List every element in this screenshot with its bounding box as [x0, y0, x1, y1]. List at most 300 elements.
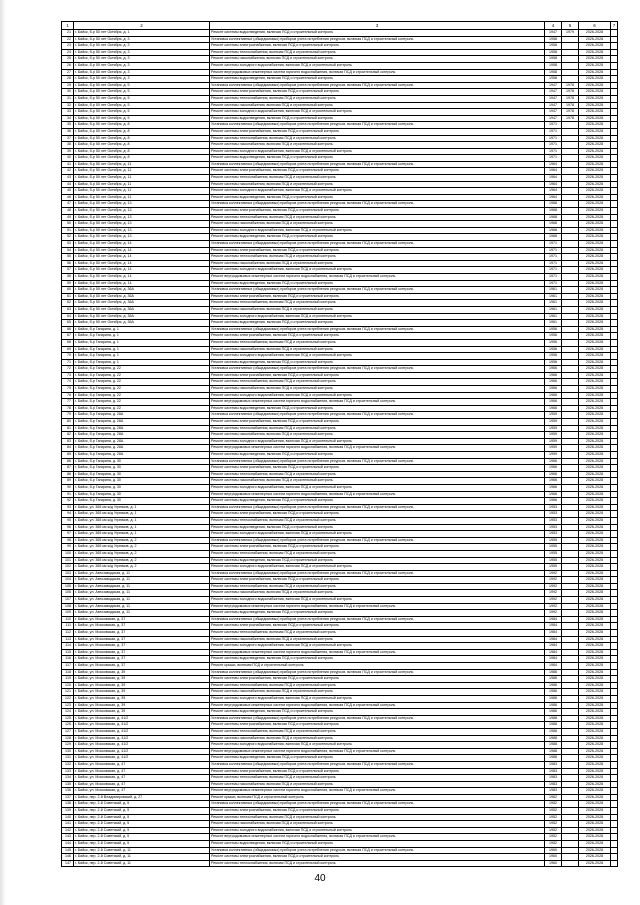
work-type-cell: Установка коллективных (общедомовых) приборов учета потребления ресурсов, включая ПСД и строительный контроль	[210, 616, 545, 623]
renovation-year-cell	[562, 227, 579, 234]
work-type-cell: Ремонт системы электроснабжения, включая ПСД и строительный контроль	[210, 676, 545, 683]
table-row	[62, 788, 618, 795]
renovation-year-cell	[562, 425, 579, 432]
table-row	[62, 728, 618, 735]
build-year-cell: 1959	[545, 452, 562, 459]
table-row	[62, 392, 618, 399]
empty-cell	[611, 128, 618, 135]
build-year-cell: 1971	[545, 135, 562, 142]
row-number: 27	[62, 69, 74, 76]
work-type-cell: Ремонт системы электроснабжения, включая ПСД и строительный контроль	[210, 465, 545, 472]
row-number: 89	[62, 478, 74, 485]
renovation-year-cell	[562, 478, 579, 485]
period-cell: 2026-2028	[579, 775, 611, 782]
empty-cell	[611, 537, 618, 544]
row-number: 96	[62, 524, 74, 531]
table-row	[62, 221, 618, 228]
build-year-cell: 1947	[545, 95, 562, 102]
build-year-cell: 1968	[545, 234, 562, 241]
work-type-cell: Ремонт системы теплоснабжения, включая ПСД и строительный контроль	[210, 135, 545, 142]
build-year-cell: 1971	[545, 128, 562, 135]
empty-cell	[611, 484, 618, 491]
build-year-cell: 1966	[545, 386, 562, 393]
empty-cell	[611, 702, 618, 709]
build-year-cell: 1966	[545, 471, 562, 478]
period-cell: 2026-2028	[579, 359, 611, 366]
work-type-cell: Ремонт системы газоснабжения, включая ПСД и строительный контроль	[210, 689, 545, 696]
build-year-cell: 1964	[545, 175, 562, 182]
address-cell: г. Бийск, б-р 50 лет Октября, д. 14	[74, 280, 210, 287]
address-cell: г. Бийск, б-р 50 лет Октября, д. 36А	[74, 287, 210, 294]
row-number: 122	[62, 695, 74, 702]
table-row	[62, 399, 618, 406]
renovation-year-cell	[562, 122, 579, 129]
renovation-year-cell	[562, 570, 579, 577]
table-row	[62, 280, 618, 287]
build-year-cell: 1988	[545, 722, 562, 729]
work-type-cell: Ремонт системы газоснабжения, включая ПСД и строительный контроль	[210, 142, 545, 149]
build-year-cell: 1966	[545, 484, 562, 491]
renovation-year-cell	[562, 56, 579, 63]
row-number: 129	[62, 742, 74, 749]
period-cell: 2026-2028	[579, 386, 611, 393]
empty-cell	[611, 722, 618, 729]
work-type-cell: Установка коллективных (общедомовых) приборов учета потребления ресурсов, включая ПСД и строительный контроль	[210, 669, 545, 676]
empty-cell	[611, 827, 618, 834]
work-type-cell: Ремонт системы электроснабжения, включая ПСД и строительный контроль	[210, 333, 545, 340]
build-year-cell: 1958	[545, 76, 562, 83]
empty-cell	[611, 643, 618, 650]
address-cell: г. Бийск, б-р 50 лет Октября, д. 14	[74, 260, 210, 267]
table-row	[62, 676, 618, 683]
renovation-year-cell	[562, 379, 579, 386]
table-row	[62, 247, 618, 254]
row-number: 121	[62, 689, 74, 696]
work-type-cell: Установка коллективных (общедомовых) приборов учета потребления ресурсов, включая ПСД и строительный контроль	[210, 537, 545, 544]
renovation-year-cell	[562, 524, 579, 531]
table-row	[62, 161, 618, 168]
build-year-cell: 1955	[545, 550, 562, 557]
table-row	[62, 695, 618, 702]
row-number: 128	[62, 735, 74, 742]
work-type-cell: Ремонт системы водоотведения, включая ПСД и строительный контроль	[210, 755, 545, 762]
period-cell: 2026-2028	[579, 583, 611, 590]
work-type-cell: Ремонт системы теплоснабжения, включая ПСД и строительный контроль	[210, 300, 545, 307]
work-type-cell: Ремонт системы электроснабжения, включая ПСД и строительный контроль	[210, 511, 545, 518]
empty-cell	[611, 353, 618, 360]
build-year-cell: 1971	[545, 260, 562, 267]
address-cell: г. Бийск, б-р Гагарина, д. 22	[74, 392, 210, 399]
build-year-cell: 1953	[545, 511, 562, 518]
table-row	[62, 181, 618, 188]
period-cell: 2026-2028	[579, 821, 611, 828]
row-number: 23	[62, 43, 74, 50]
empty-cell	[611, 834, 618, 841]
empty-cell	[611, 30, 618, 37]
row-number: 63	[62, 306, 74, 313]
address-cell: г. Бийск, б-р 50 лет Октября, д. 11	[74, 168, 210, 175]
work-type-cell: Ремонт системы водоотведения, включая ПСД и строительный контроль	[210, 320, 545, 327]
table-row	[62, 854, 618, 861]
build-year-cell: 1966	[545, 366, 562, 373]
build-year-cell: 1966	[545, 498, 562, 505]
column-header: 2	[74, 22, 210, 30]
empty-cell	[611, 241, 618, 248]
address-cell: г. Бийск, б-р 50 лет Октября, д. 36А	[74, 293, 210, 300]
address-cell: г. Бийск, б-р 50 лет Октября, д. 11	[74, 194, 210, 201]
build-year-cell: 1984	[545, 663, 562, 670]
renovation-year-cell	[562, 788, 579, 795]
row-number: 97	[62, 531, 74, 538]
period-cell: 2026-2028	[579, 623, 611, 630]
build-year-cell: 1960	[545, 860, 562, 867]
period-cell: 2026-2028	[579, 247, 611, 254]
empty-cell	[611, 438, 618, 445]
period-cell: 2026-2028	[579, 544, 611, 551]
table-row	[62, 128, 618, 135]
work-type-cell: Ремонт системы водоотведения, включая ПСД и строительный контроль	[210, 359, 545, 366]
work-type-cell: Ремонт внутридомовых инженерных систем горячего водоснабжения, включая ПСД и строительный контроль	[210, 603, 545, 610]
renovation-year-cell	[562, 306, 579, 313]
build-year-cell: 1971	[545, 254, 562, 261]
address-cell: г. Бийск, ул. Московская, д. 37	[74, 649, 210, 656]
renovation-year-cell	[562, 432, 579, 439]
address-cell: г. Бийск, ул. 365 км ж/д Угрюмов, д. 1	[74, 511, 210, 518]
period-cell: 2026-2028	[579, 781, 611, 788]
build-year-cell: 1958	[545, 43, 562, 50]
table-row	[62, 293, 618, 300]
row-number: 56	[62, 260, 74, 267]
period-cell: 2026-2028	[579, 577, 611, 584]
work-type-cell: Ремонт системы водоотведения, включая ПСД и строительный контроль	[210, 155, 545, 162]
table-row	[62, 208, 618, 215]
row-number: 59	[62, 280, 74, 287]
row-number: 131	[62, 755, 74, 762]
row-number: 95	[62, 517, 74, 524]
table-row	[62, 755, 618, 762]
address-cell: г. Бийск, б-р 50 лет Октября, д. 14	[74, 241, 210, 248]
table-row	[62, 834, 618, 841]
build-year-cell: 1958	[545, 69, 562, 76]
empty-cell	[611, 814, 618, 821]
address-cell: г. Бийск, б-р Гагарина, д. 28А	[74, 452, 210, 459]
address-cell: г. Бийск, б-р 50 лет Октября, д. 5	[74, 109, 210, 116]
work-type-cell: Установка коллективных (общедомовых) приборов учета потребления ресурсов, включая ПСД и строительный контроль	[210, 326, 545, 333]
address-cell: г. Бийск, б-р Гагарина, д. 1	[74, 326, 210, 333]
build-year-cell: 1968	[545, 221, 562, 228]
build-year-cell: 1983	[545, 788, 562, 795]
table-row	[62, 531, 618, 538]
row-number: 133	[62, 768, 74, 775]
work-type-cell: Ремонт системы водоотведения, включая ПСД и строительный контроль	[210, 524, 545, 531]
table-row	[62, 610, 618, 617]
period-cell: 2026-2028	[579, 735, 611, 742]
table-row	[62, 484, 618, 491]
work-type-cell: Ремонт системы газоснабжения, включая ПСД и строительный контроль	[210, 432, 545, 439]
renovation-year-cell: 1978	[562, 109, 579, 116]
period-cell: 2026-2028	[579, 550, 611, 557]
period-cell: 2026-2028	[579, 267, 611, 274]
renovation-year-cell	[562, 834, 579, 841]
empty-cell	[611, 280, 618, 287]
row-number: 115	[62, 649, 74, 656]
build-year-cell: 1968	[545, 201, 562, 208]
row-number: 123	[62, 702, 74, 709]
renovation-year-cell	[562, 320, 579, 327]
row-number: 103	[62, 570, 74, 577]
work-type-cell: Ремонт системы теплоснабжения, включая ПСД и строительный контроль	[210, 728, 545, 735]
empty-cell	[611, 432, 618, 439]
build-year-cell: 1952	[545, 841, 562, 848]
work-type-cell: Ремонт системы холодного водоснабжения, включая ПСД и строительный контроль	[210, 313, 545, 320]
row-number: 22	[62, 36, 74, 43]
address-cell: г. Бийск, б-р 50 лет Октября, д. 8	[74, 135, 210, 142]
table-row	[62, 95, 618, 102]
empty-cell	[611, 636, 618, 643]
period-cell: 2026-2028	[579, 610, 611, 617]
work-type-cell: Установка коллективных (общедомовых) приборов учета потребления ресурсов, включая ПСД и строительный контроль	[210, 715, 545, 722]
renovation-year-cell	[562, 221, 579, 228]
work-type-cell: Ремонт системы электроснабжения, включая ПСД и строительный контроль	[210, 43, 545, 50]
period-cell: 2026-2028	[579, 175, 611, 182]
build-year-cell: 1959	[545, 425, 562, 432]
period-cell: 2026-2028	[579, 511, 611, 518]
renovation-year-cell	[562, 597, 579, 604]
row-number: 39	[62, 148, 74, 155]
row-number: 144	[62, 841, 74, 848]
row-number: 105	[62, 583, 74, 590]
empty-cell	[611, 419, 618, 426]
work-type-cell: Ремонт внутридомовых инженерных систем горячего водоснабжения, включая ПСД и строительный контроль	[210, 399, 545, 406]
build-year-cell: 1986	[545, 709, 562, 716]
renovation-year-cell	[562, 208, 579, 215]
build-year-cell: 1958	[545, 36, 562, 43]
period-cell: 2026-2028	[579, 221, 611, 228]
row-number: 84	[62, 445, 74, 452]
address-cell: г. Бийск, б-р 50 лет Октября, д. 13	[74, 227, 210, 234]
build-year-cell: 1956	[545, 346, 562, 353]
work-type-cell: Ремонт системы холодного водоснабжения, включая ПСД и строительный контроль	[210, 353, 545, 360]
empty-cell	[611, 649, 618, 656]
build-year-cell: 1961	[545, 306, 562, 313]
period-cell: 2026-2028	[579, 188, 611, 195]
row-number: 26	[62, 62, 74, 69]
address-cell: г. Бийск, ул. Автозаводская, д. 11	[74, 597, 210, 604]
empty-cell	[611, 603, 618, 610]
address-cell: г. Бийск, б-р 50 лет Октября, д. 36А	[74, 300, 210, 307]
address-cell: г. Бийск, б-р Гагарина, д. 22	[74, 379, 210, 386]
work-type-cell: Ремонт системы электроснабжения, включая ПСД и строительный контроль	[210, 768, 545, 775]
row-number: 66	[62, 326, 74, 333]
row-number: 36	[62, 128, 74, 135]
row-number: 68	[62, 339, 74, 346]
renovation-year-cell	[562, 353, 579, 360]
period-cell: 2026-2028	[579, 293, 611, 300]
build-year-cell: 1966	[545, 392, 562, 399]
renovation-year-cell	[562, 715, 579, 722]
table-row	[62, 56, 618, 63]
table-row	[62, 419, 618, 426]
address-cell: г. Бийск, ул. Московская, д. 47	[74, 781, 210, 788]
address-cell: г. Бийск, б-р Гагарина, д. 1	[74, 353, 210, 360]
period-cell: 2026-2028	[579, 227, 611, 234]
row-number: 43	[62, 175, 74, 182]
table-row	[62, 577, 618, 584]
address-cell: г. Бийск, пер. 2-й Советский, д. 11	[74, 847, 210, 854]
work-type-cell: Ремонт внутридомовых инженерных систем горячего водоснабжения, включая ПСД и строительный контроль	[210, 834, 545, 841]
renovation-year-cell	[562, 175, 579, 182]
renovation-year-cell	[562, 649, 579, 656]
row-number: 77	[62, 399, 74, 406]
table-row	[62, 175, 618, 182]
work-type-cell: Ремонт системы газоснабжения, включая ПСД и строительный контроль	[210, 260, 545, 267]
period-cell: 2026-2028	[579, 425, 611, 432]
work-type-cell: Установка коллективных (общедомовых) приборов учета потребления ресурсов, включая ПСД и строительный контроль	[210, 241, 545, 248]
build-year-cell: 1971	[545, 241, 562, 248]
period-cell: 2026-2028	[579, 860, 611, 867]
row-number: 143	[62, 834, 74, 841]
work-type-cell: Ремонт системы водоотведения, включая ПСД и строительный контроль	[210, 498, 545, 505]
empty-cell	[611, 511, 618, 518]
table-row	[62, 722, 618, 729]
table-row	[62, 583, 618, 590]
build-year-cell: 1956	[545, 359, 562, 366]
table-row	[62, 643, 618, 650]
empty-cell	[611, 412, 618, 419]
renovation-year-cell	[562, 313, 579, 320]
address-cell: г. Бийск, ул. Автозаводская, д. 11	[74, 603, 210, 610]
row-number: 116	[62, 656, 74, 663]
period-cell: 2026-2028	[579, 504, 611, 511]
build-year-cell: 1984	[545, 616, 562, 623]
build-year-cell: 1961	[545, 293, 562, 300]
column-number-row	[62, 22, 618, 30]
build-year-cell: 1955	[545, 537, 562, 544]
renovation-year-cell	[562, 689, 579, 696]
renovation-year-cell	[562, 531, 579, 538]
renovation-year-cell	[562, 471, 579, 478]
period-cell: 2026-2028	[579, 794, 611, 801]
period-cell: 2026-2028	[579, 761, 611, 768]
row-number: 100	[62, 550, 74, 557]
renovation-year-cell	[562, 458, 579, 465]
address-cell: г. Бийск, ул. 365 км ж/д Угрюмов, д. 2	[74, 564, 210, 571]
table-row	[62, 201, 618, 208]
build-year-cell: 1992	[545, 583, 562, 590]
address-cell: г. Бийск, б-р 50 лет Октября, д. 11	[74, 175, 210, 182]
row-number: 29	[62, 82, 74, 89]
period-cell: 2026-2028	[579, 300, 611, 307]
renovation-year-cell	[562, 465, 579, 472]
address-cell: г. Бийск, б-р 50 лет Октября, д. 3	[74, 36, 210, 43]
period-cell: 2026-2028	[579, 755, 611, 762]
address-cell: г. Бийск, б-р Гагарина, д. 28А	[74, 425, 210, 432]
period-cell: 2026-2028	[579, 788, 611, 795]
build-year-cell: 1971	[545, 280, 562, 287]
period-cell: 2026-2028	[579, 89, 611, 96]
address-cell: г. Бийск, ул. Московская, д. 41/2	[74, 748, 210, 755]
row-number: 57	[62, 267, 74, 274]
empty-cell	[611, 775, 618, 782]
renovation-year-cell	[562, 346, 579, 353]
period-cell: 2026-2028	[579, 372, 611, 379]
address-cell: г. Бийск, пер. 2-й Владимировский, д. 27	[74, 794, 210, 801]
build-year-cell: 1952	[545, 808, 562, 815]
build-year-cell: 1952	[545, 834, 562, 841]
work-type-cell: Ремонт системы электроснабжения, включая ПСД и строительный контроль	[210, 808, 545, 815]
work-type-cell: Ремонт системы холодного водоснабжения, включая ПСД и строительный контроль	[210, 643, 545, 650]
build-year-cell: 1961	[545, 320, 562, 327]
work-type-cell: Установка коллективных (общедомовых) приборов учета потребления ресурсов, включая ПСД и строительный контроль	[210, 287, 545, 294]
build-year-cell: 1971	[545, 148, 562, 155]
build-year-cell: 1984	[545, 623, 562, 630]
build-year-cell: 1971	[545, 155, 562, 162]
empty-cell	[611, 366, 618, 373]
build-year-cell: 1986	[545, 695, 562, 702]
row-number: 24	[62, 49, 74, 56]
period-cell: 2026-2028	[579, 452, 611, 459]
empty-cell	[611, 399, 618, 406]
row-number: 124	[62, 709, 74, 716]
table-row	[62, 254, 618, 261]
build-year-cell: 1988	[545, 715, 562, 722]
renovation-year-cell	[562, 722, 579, 729]
period-cell: 2026-2028	[579, 214, 611, 221]
address-cell: г. Бийск, ул. Московская, д. 39	[74, 689, 210, 696]
table-row	[62, 478, 618, 485]
empty-cell	[611, 346, 618, 353]
period-cell: 2026-2028	[579, 676, 611, 683]
build-year-cell: 1956	[545, 326, 562, 333]
period-cell: 2026-2028	[579, 498, 611, 505]
address-cell: г. Бийск, ул. Московская, д. 39	[74, 682, 210, 689]
address-cell: г. Бийск, б-р Гагарина, д. 30	[74, 458, 210, 465]
empty-cell	[611, 392, 618, 399]
table-row	[62, 267, 618, 274]
empty-cell	[611, 735, 618, 742]
row-number: 67	[62, 333, 74, 340]
address-cell: г. Бийск, пер. 2-й Советский, д. 5	[74, 808, 210, 815]
renovation-year-cell	[562, 814, 579, 821]
build-year-cell: 1992	[545, 610, 562, 617]
period-cell: 2026-2028	[579, 847, 611, 854]
renovation-year-cell	[562, 214, 579, 221]
build-year-cell: 1964	[545, 161, 562, 168]
work-type-cell: Ремонт системы газоснабжения, включая ПСД и строительный контроль	[210, 821, 545, 828]
empty-cell	[611, 452, 618, 459]
address-cell: г. Бийск, ул. Автозаводская, д. 11	[74, 583, 210, 590]
table-row	[62, 452, 618, 459]
row-number: 137	[62, 794, 74, 801]
build-year-cell: 1952	[545, 814, 562, 821]
work-type-cell: Ремонт системы электроснабжения, включая ПСД и строительный контроль	[210, 544, 545, 551]
table-row	[62, 142, 618, 149]
renovation-year-cell	[562, 695, 579, 702]
address-cell: г. Бийск, б-р 50 лет Октября, д. 11	[74, 181, 210, 188]
address-cell: г. Бийск, б-р Гагарина, д. 30	[74, 498, 210, 505]
renovation-year-cell	[562, 287, 579, 294]
period-cell: 2026-2028	[579, 478, 611, 485]
period-cell: 2026-2028	[579, 524, 611, 531]
period-cell: 2026-2028	[579, 814, 611, 821]
table-row	[62, 148, 618, 155]
empty-cell	[611, 287, 618, 294]
table-row	[62, 511, 618, 518]
empty-cell	[611, 465, 618, 472]
table-row	[62, 227, 618, 234]
build-year-cell: 1986	[545, 689, 562, 696]
row-number: 135	[62, 781, 74, 788]
